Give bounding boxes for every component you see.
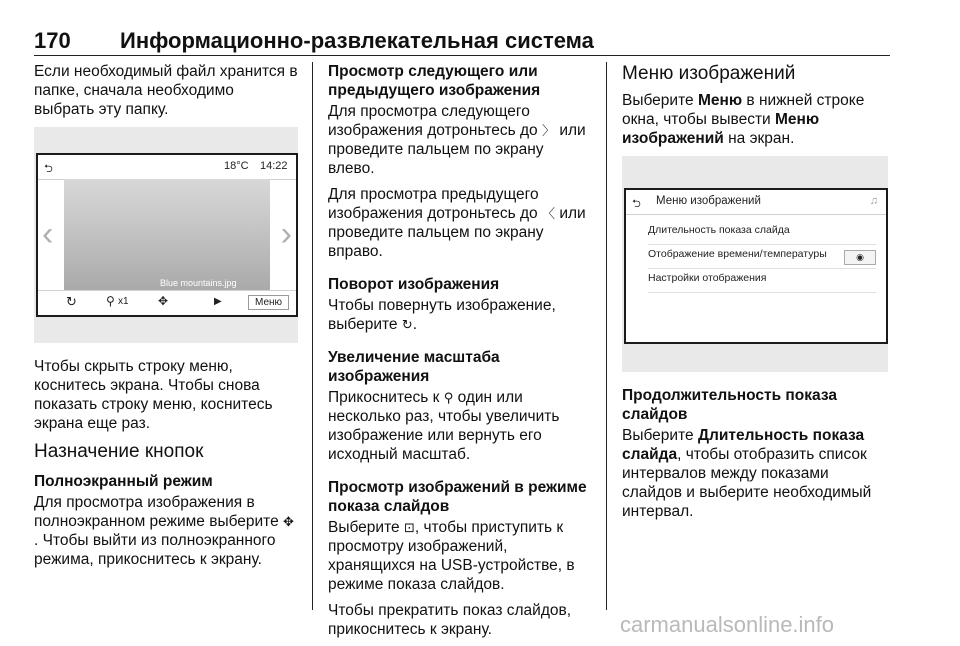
watermark: carmanualsonline.info — [620, 612, 835, 637]
duration-paragraph — [622, 426, 890, 521]
text-run: или проведите пальцем по экрану влево. — [328, 122, 586, 177]
text-run: Выберите — [622, 427, 694, 444]
text-run: Для просмотра предыдущего изображения дотроньтесь до — [328, 186, 539, 222]
hide-menu-paragraph: Чтобы скрыть строку меню, коснитесь экрана. Чтобы снова показать строку меню, коснитесь экрана еще раз. — [34, 358, 273, 432]
menu-button[interactable]: Меню — [248, 295, 289, 310]
column-3 — [622, 62, 890, 528]
slideshow-paragraph — [328, 518, 594, 594]
menu-heading: Меню изображений — [622, 63, 796, 84]
stop-slideshow-paragraph: Чтобы прекратить показ слайдов, прикоснитесь к экрану. — [328, 602, 572, 638]
text-run: , чтобы отобразить список интервалов между показами слайдов и выберите необходимый интервал. — [622, 446, 872, 520]
image-menu-figure — [622, 156, 888, 372]
bold-run: Длительность показа слайда — [622, 427, 865, 463]
zoom-icon: ⚲ — [443, 390, 454, 405]
fullscreen-paragraph — [34, 493, 298, 569]
page-header — [34, 28, 890, 54]
zoom-icon[interactable]: ⚲ — [106, 294, 115, 308]
next-paragraph — [328, 102, 594, 178]
toggle-switch[interactable]: ◉ — [844, 250, 876, 265]
column-2 — [328, 62, 594, 646]
return-arrow-icon[interactable]: ⮌ — [44, 163, 53, 175]
zoom-level: x1 — [118, 296, 129, 307]
text-run: или проведите пальцем по экрану вправо. — [328, 205, 586, 260]
list-item-label: Отображение времени/температуры — [648, 248, 827, 260]
rotate-icon[interactable]: ↻ — [66, 294, 77, 309]
section-title: Назначение кнопок — [34, 441, 204, 462]
time-readout: 14:22 — [260, 160, 288, 172]
screen-top-bar — [626, 190, 886, 215]
chevron-left-icon[interactable]: ‹ — [42, 215, 54, 253]
bold-run: Меню изображений — [622, 111, 820, 147]
text-run: Чтобы повернуть изображение, выберите — [328, 297, 556, 333]
image-viewer-screen — [36, 153, 298, 317]
return-arrow-icon[interactable]: ⮌ — [632, 198, 641, 210]
chevron-left-icon: 〈 — [541, 206, 555, 221]
text-run: Прикоснитесь к — [328, 389, 440, 406]
slideshow-icon: ⊡ — [403, 520, 415, 535]
list-item-label: Настройки отображения — [648, 272, 767, 284]
photo-display[interactable] — [64, 179, 270, 291]
fullscreen-icon: ✥ — [283, 514, 294, 529]
zoom-heading: Увеличение масштаба изображения — [328, 349, 500, 385]
intro-paragraph: Если необходимый файл хранится в папке, сначала необходимо выбрать эту папку. — [34, 63, 298, 118]
menu-screen-title: Меню изображений — [656, 195, 761, 207]
screen-top-bar — [38, 155, 296, 180]
column-1 — [34, 62, 298, 576]
text-run: . — [412, 316, 418, 333]
slideshow-icon[interactable]: ▶ — [214, 296, 222, 307]
text-run: в нижней строке окна, чтобы вывести — [622, 92, 865, 128]
column-divider — [606, 62, 607, 610]
text-run: один или несколько раз, чтобы увеличить изображение или вернуть его исходный масштаб. — [328, 389, 560, 463]
text-run: на экран. — [728, 130, 795, 147]
page-number: 170 — [34, 28, 71, 53]
list-item-display-settings[interactable] — [648, 272, 876, 293]
temperature-readout: 18°C — [224, 160, 249, 172]
chevron-right-icon: 〉 — [541, 123, 555, 138]
list-item-slide-duration[interactable] — [648, 224, 876, 245]
chevron-right-icon[interactable]: › — [280, 215, 292, 253]
rotate-icon: ↻ — [401, 317, 413, 332]
image-viewer-figure — [34, 127, 298, 343]
music-note-icon: ♫ — [869, 195, 878, 207]
prev-paragraph — [328, 185, 594, 261]
bold-run: Меню — [697, 92, 743, 109]
zoom-paragraph — [328, 388, 594, 464]
fullscreen-icon[interactable]: ✥ — [158, 294, 169, 308]
list-item-label: Длительность показа слайда — [648, 224, 790, 236]
image-menu-screen — [624, 188, 888, 344]
screen-bottom-bar — [38, 290, 296, 315]
fullscreen-heading: Полноэкранный режим — [34, 473, 213, 490]
rotate-paragraph — [328, 296, 594, 334]
text-run: Для просмотра следующего изображения дотроньтесь до — [328, 103, 538, 139]
page-title: Информационно-развлекательная система — [120, 28, 594, 53]
list-item-time-temperature[interactable] — [648, 248, 876, 269]
slideshow-heading: Просмотр изображений в режиме показа слайдов — [328, 479, 587, 515]
text-run: Для просмотра изображения в полноэкранном режиме выберите — [34, 494, 279, 530]
rotate-heading: Поворот изображения — [328, 276, 500, 293]
photo-caption: Blue mountains.jpg — [160, 278, 237, 288]
text-run: Выберите — [622, 92, 694, 109]
text-run: Выберите — [328, 519, 400, 536]
text-run: . Чтобы выйти из полноэкранного режима, прикоснитесь к экрану. — [34, 532, 276, 568]
next-prev-heading: Просмотр следующего или предыдущего изображения — [328, 63, 541, 99]
menu-paragraph — [622, 91, 890, 148]
duration-heading: Продолжительность показа слайдов — [622, 387, 837, 423]
column-divider — [312, 62, 313, 610]
header-rule — [34, 55, 890, 56]
text-run: , чтобы приступить к просмотру изображений, хранящихся на USB-устройстве, в режиме показа слайдов. — [328, 519, 575, 593]
